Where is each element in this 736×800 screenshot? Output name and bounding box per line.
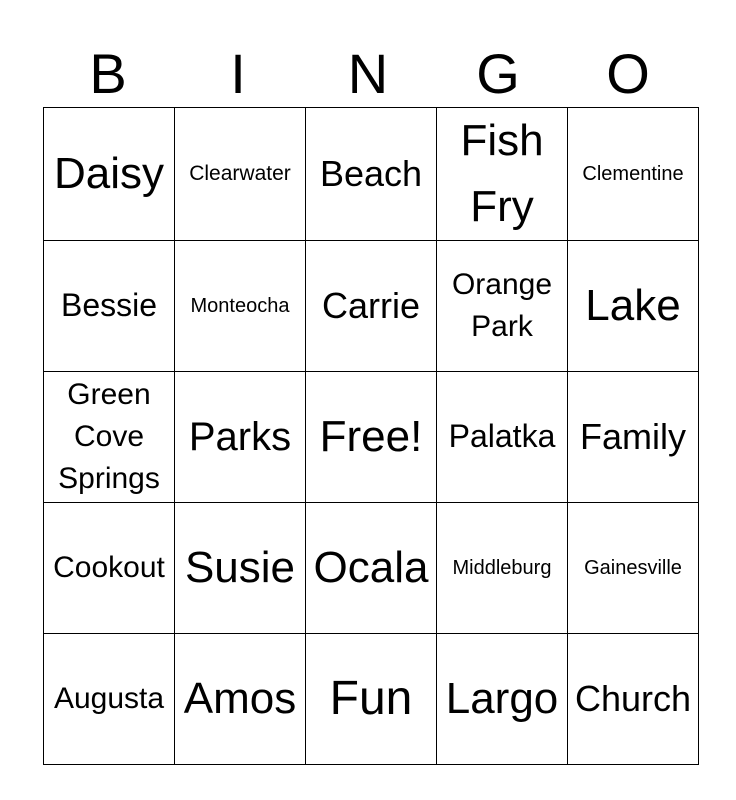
cell-text: Gainesville (584, 556, 682, 579)
cell-text: Parks (188, 414, 292, 459)
board-row-4 (44, 503, 699, 634)
bingo-cell[interactable] (44, 634, 175, 765)
bingo-cell[interactable] (437, 241, 568, 372)
cell-text: Fun (329, 672, 413, 726)
bingo-cell[interactable] (568, 503, 699, 634)
header-letter-o: O (606, 42, 650, 105)
board-row-3 (44, 372, 699, 503)
bingo-cell[interactable] (175, 634, 306, 765)
bingo-header (43, 40, 693, 108)
cell-text: Free! (319, 412, 423, 462)
cell-text: Susie (184, 543, 296, 593)
bingo-cell[interactable] (175, 241, 306, 372)
bingo-cell[interactable] (568, 108, 699, 241)
cell-text: Daisy (53, 149, 165, 199)
cell-text: Beach (319, 152, 423, 194)
bingo-board (43, 107, 699, 765)
cell-text: Lake (585, 281, 681, 331)
cell-text: Church (574, 677, 692, 719)
bingo-cell[interactable] (306, 503, 437, 634)
cell-text: Clearwater (189, 162, 291, 186)
bingo-cell[interactable] (175, 503, 306, 634)
header-letter-i: I (230, 42, 246, 105)
bingo-cell[interactable] (306, 372, 437, 503)
header-letter-n: N (347, 42, 389, 105)
bingo-cell[interactable] (44, 503, 175, 634)
bingo-cell[interactable] (568, 634, 699, 765)
board-row-2 (44, 241, 699, 372)
cell-text: Cookout (53, 551, 165, 585)
cell-text: Clementine (582, 162, 684, 185)
bingo-cell[interactable] (437, 634, 568, 765)
bingo-cell[interactable] (306, 241, 437, 372)
board-row-1 (44, 108, 699, 241)
bingo-cell[interactable] (568, 241, 699, 372)
cell-text: Palatka (448, 418, 556, 455)
cell-text: Largo (445, 674, 559, 724)
board-row-5 (44, 634, 699, 765)
cell-text: Bessie (60, 287, 158, 324)
bingo-cell[interactable] (437, 372, 568, 503)
bingo-cell[interactable] (306, 634, 437, 765)
bingo-cell[interactable] (175, 108, 306, 241)
cell-text: Augusta (53, 682, 165, 716)
bingo-cell[interactable] (437, 108, 568, 241)
header-letter-b: B (89, 42, 127, 105)
bingo-cell[interactable] (437, 503, 568, 634)
bingo-cell[interactable] (568, 372, 699, 503)
cell-text: Ocala (313, 543, 429, 593)
bingo-cell[interactable] (44, 108, 175, 241)
bingo-cell[interactable] (44, 372, 175, 503)
cell-text: Amos (183, 674, 297, 724)
cell-text: Carrie (321, 284, 420, 326)
cell-text: Orange Park (451, 268, 553, 343)
cell-text: Middleburg (452, 556, 552, 579)
bingo-cell[interactable] (306, 108, 437, 241)
cell-text: Fish Fry (460, 116, 544, 231)
cell-text: Family (580, 415, 686, 457)
bingo-cell[interactable] (44, 241, 175, 372)
bingo-cell[interactable] (175, 372, 306, 503)
header-letter-g: G (476, 42, 520, 105)
cell-text: Green Cove Springs (58, 378, 160, 495)
cell-text: Monteocha (190, 294, 290, 317)
